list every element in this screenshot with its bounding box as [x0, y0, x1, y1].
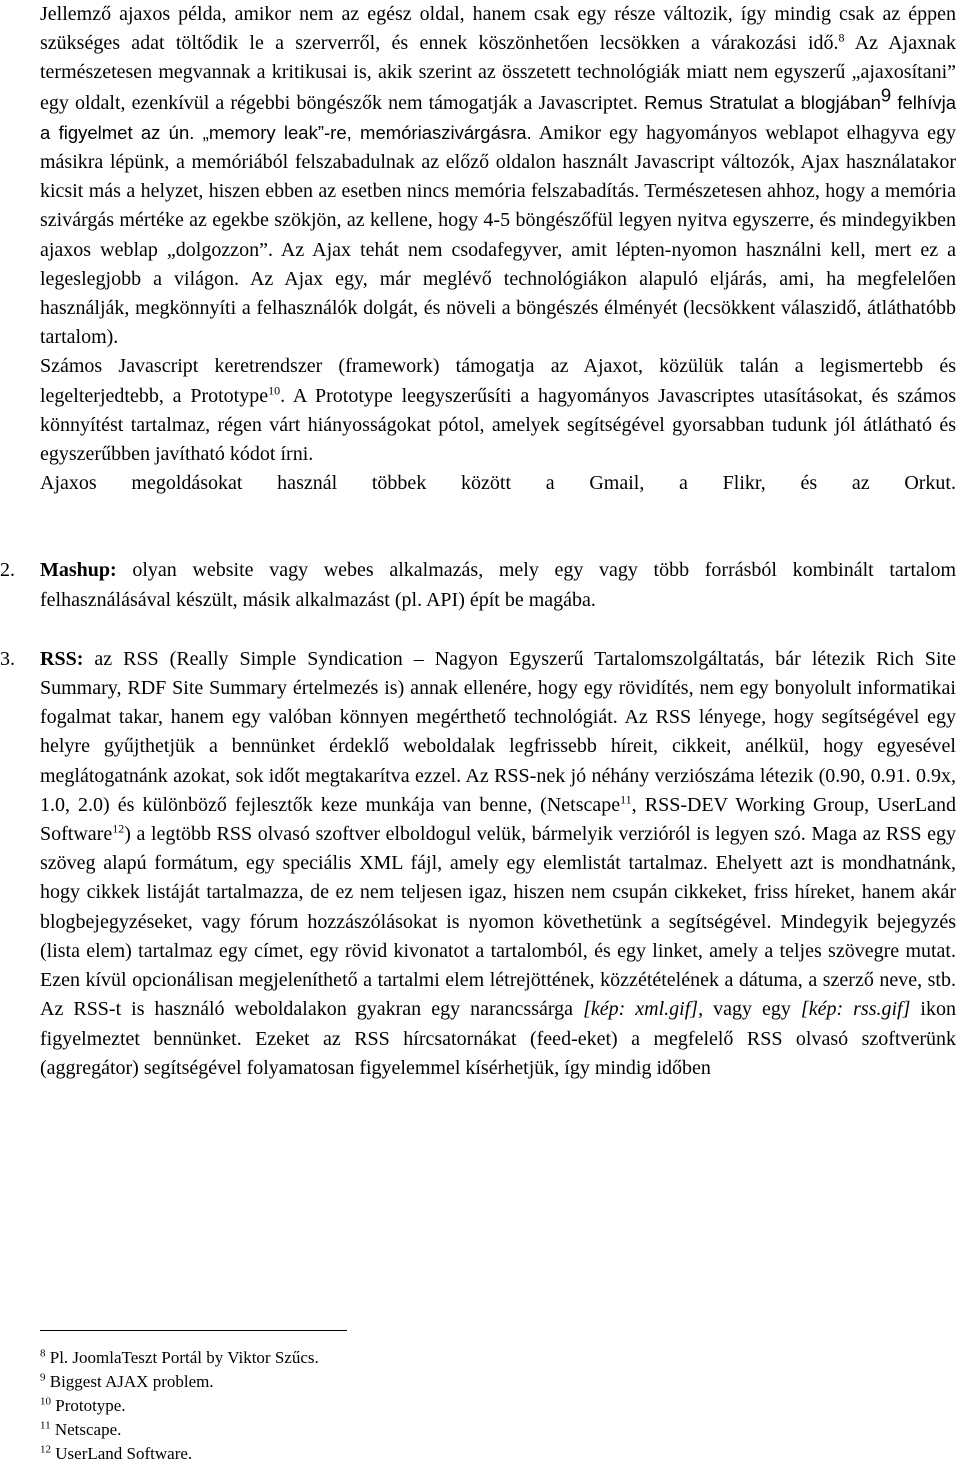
text-run: ikon figyelmeztet bennünket. Ezeket az RSS hírcsatornákat (feed-eket) a megfelelő RSS olvasó szoftverünk (aggregátor) segítségével folyamatosan figyelemmel kísérhetjük, így mindig időben: [40, 998, 956, 1079]
list-number: 2.: [0, 559, 15, 582]
text-run: , RSS-DEV Working Group, UserLand Software: [40, 793, 956, 846]
footnote-number: 9: [40, 1371, 46, 1384]
footnote-text: UserLand Software.: [51, 1444, 193, 1463]
term-rss: RSS:: [40, 647, 84, 670]
spacer: [40, 615, 956, 645]
footnote-ref-11[interactable]: 11: [620, 792, 632, 807]
text-run: ) a legtöbb RSS olvasó szoftver elboldogul velük, bármelyik verzióról is legyen szó. Maga az RSS egy szöveg alapú formátum, egy speciális XML fájl, amely egy elemlistát tartalmaz. Ehelyett azt is mondhatnánk, hogy cikkek listáját tartalmazza, de ez nem teljesen igaz, hiszen nem csupán cikkeket, friss híreket, hanem akár blogbejegyzéseket, vagy fórum hozzászólásokat is nyomon követhetünk a segítségével. Mindegyik bejegyzés (lista elem) tartalmaz egy címet, egy rövid kivonatot a tartalomból, és egy linket, amely a teljes szövegre mutat. Ezen kívül opcionálisan megjeleníthető a tartalmi elem létrejöttének, közzétételének a dátuma, a szerző neve, stb. Az RSS-t is használó weboldalakon gyakran egy narancssárga: [40, 823, 956, 1021]
footnote-12: [40, 1442, 640, 1466]
footnote-text: Pl. JoomlaTeszt Portál by Viktor Szűcs.: [45, 1348, 319, 1367]
text-run: Jellemző ajaxos példa, amikor nem az egész oldal, hanem csak egy része változik, így mindig csak az éppen szükséges adat töltődik le a szerverről, és ennek köszönhetően lecsökken a várakozási idő.: [40, 3, 956, 55]
list-item-mashup: [0, 556, 956, 614]
image-placeholder-xml: [kép: xml.gif]: [583, 998, 699, 1021]
list-item-rss: [0, 645, 956, 1083]
text-run: Az Ajaxnak természetesen megvannak a kritikusai is, akik szerint az összetett technológiák miatt nem egyszerű „ajaxosítani” egy oldalt, ezenkívül a régebbi böngészők nem támogatják a Javascriptet.: [40, 32, 956, 114]
footnote-10: [40, 1394, 640, 1418]
footnote-text: Biggest AJAX problem.: [45, 1372, 214, 1391]
text-run-sans: Remus Stratulat a blogjában: [637, 91, 881, 113]
text-run: Amikor egy hagyományos weblapot elhagyva egy másikra lépünk, a memóriából felszabadulnak az előző oldalon használt Javascript változók, Ajax használatakor kicsit más a helyzet, hiszen ebben az esetben nincs memória felszabadítás. Természetesen ahhoz, hogy a memória szivárgás mértéke az egekbe szökjön, az kellene, hogy 4-5 böngészőfül legyen nyitva egyszerre, és mindegyikben ajaxos weblap „dolgozzon”. Az Ajax tehát nem csodafegyver, amit lépten-nyomon használni kell, mert ez a legeslegjobb a világon. Az Ajax egy, már meglévő technológiákon alapuló eljárás, ami, ha megfelelően használják, megkönnyíti a felhasználók dolgát, és növeli a böngészés élményét (lecsökkent válaszidő, átláthatóbb tartalom).: [40, 121, 956, 349]
paragraph-ajax-intro: [40, 0, 956, 352]
text-run: olyan website vagy webes alkalmazás, mely egy vagy több forrásból kombinált tartalom felhasználásával készült, másik alkalmazást (pl. API) épít be magába.: [40, 559, 956, 611]
image-placeholder-rss: [kép: rss.gif]: [800, 998, 911, 1021]
paragraph-ajax-users: Ajaxos megoldásokat használ többek között a Gmail, a Flikr, és az Orkut.: [40, 472, 956, 495]
footnote-9: [40, 1370, 640, 1394]
text-run-sans: felhívja a figyelmet az ún. „memory leak”-re, memóriaszivárgásra.: [40, 91, 956, 143]
paragraph-frameworks: [40, 352, 956, 469]
text-run: . A Prototype leegyszerűsíti a hagyományos Javascriptes utasításokat, és számos könnyítést tartalmaz, régen várt hiányosságokat pótol, amelyek segítségével gyorsabban tudunk jól átlátható és egyszerűbben javítható kódot írni.: [40, 384, 956, 466]
term-mashup: Mashup:: [40, 559, 117, 582]
text-run: Számos Javascript keretrendszer (framework) támogatja az Ajaxot, közülük talán a legismertebb és legelterjedtebb, a Prototype: [40, 355, 956, 407]
text-run: az RSS (Really Simple Syndication – Nagyon Egyszerű Tartalomszolgáltatás, bár létezik Rich Site Summary, RDF Site Summary értelmezés is) annak ellenére, hogy egy rövidítés, nem egy bonyolult informatikai fogalmat takar, hanem egy valóban könnyen megérthető technológiát. Az RSS lényege, hogy segítségével egy helyre gyűjthetjük a bennünket érdeklő weboldalak legfrissebb híreit, cikkeit, anélkül, hogy egyesével meglátogatnánk azokat, sok időt megtakarítva ezzel. Az RSS-nek jó néhány verziószáma létezik (0.90, 0.91. 0.9x, 1.0, 2.0) és különböző fejlesztők keze munkája van benne, (Netscape: [40, 647, 956, 816]
footnote-11: [40, 1418, 640, 1442]
footnote-ref-9[interactable]: 9: [880, 83, 892, 105]
footnotes: [40, 1346, 640, 1466]
footnote-text: Prototype.: [51, 1396, 126, 1415]
footnote-separator: [40, 1330, 347, 1331]
footnote-number: 12: [40, 1443, 51, 1456]
footnote-ref-8[interactable]: 8: [838, 30, 845, 45]
footnote-8: [40, 1346, 640, 1370]
footnote-number: 11: [40, 1419, 51, 1432]
spacer: [40, 498, 956, 556]
footnote-number: 10: [40, 1395, 51, 1408]
footnote-ref-10[interactable]: 10: [268, 382, 281, 397]
list-number: 3.: [0, 647, 15, 670]
footnote-text: Netscape.: [50, 1420, 122, 1439]
footnote-ref-12[interactable]: 12: [112, 821, 125, 836]
text-run: , vagy egy: [698, 998, 801, 1021]
footnote-number: 8: [40, 1347, 46, 1360]
